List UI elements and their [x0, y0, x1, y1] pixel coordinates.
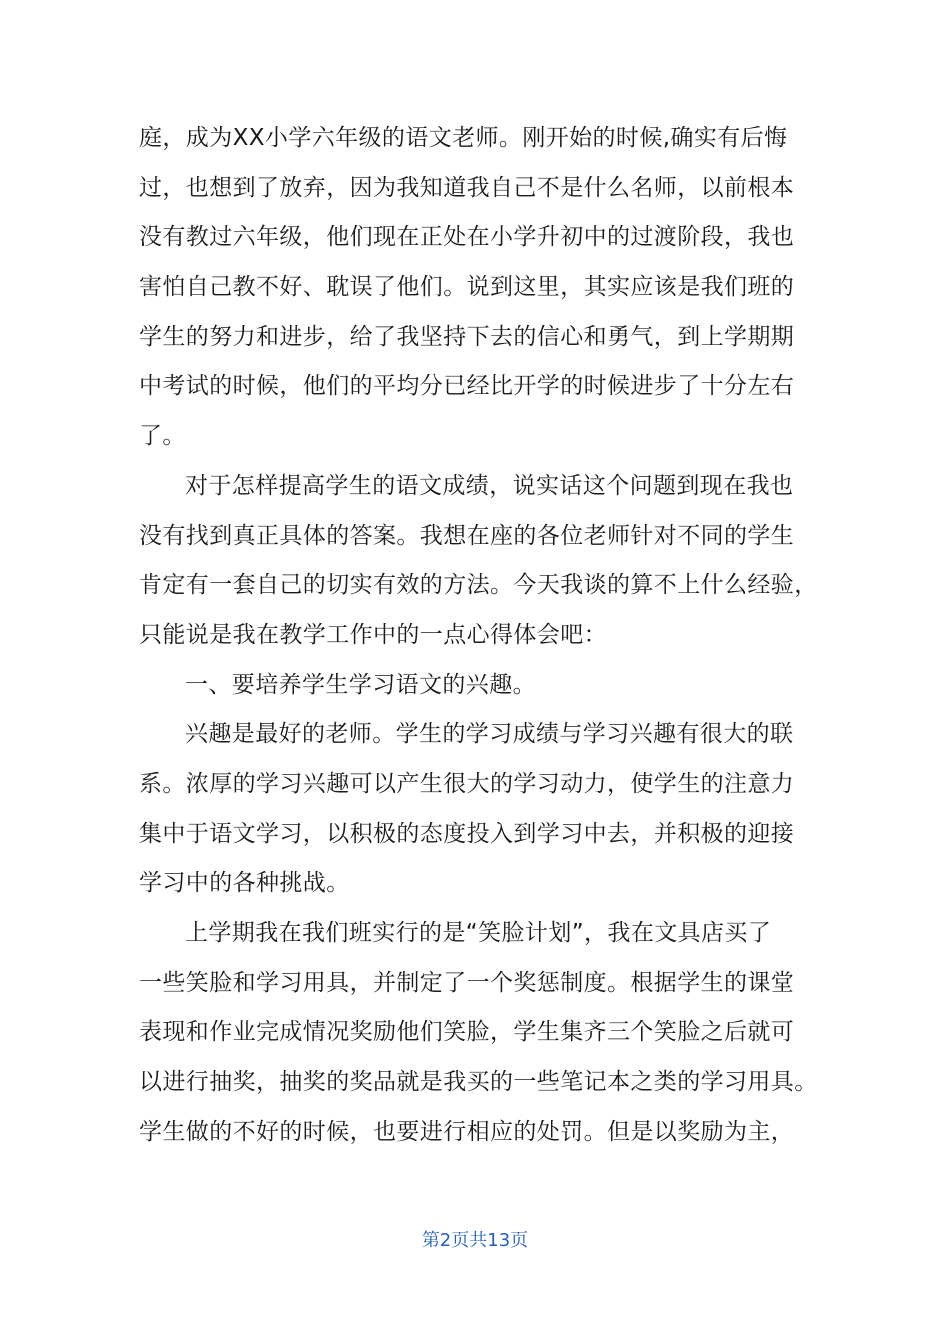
text-line: 学习中的各种挑战。 [139, 870, 350, 897]
section-heading: 一、要培养学生学习语文的兴趣。 [185, 671, 536, 698]
text-line: 过，也想到了放弃，因为我知道我自己不是什么名师，以前根本 [139, 174, 795, 201]
text-line: 学生的努力和进步，给了我坚持下去的信心和勇气，到上学期期 [139, 323, 795, 350]
text-line: 没有找到真正具体的答案。我想在座的各位老师针对不同的学生 [139, 522, 795, 549]
text-line: 没有教过六年级，他们现在正处在小学升初中的过渡阶段，我也 [139, 224, 795, 251]
text-line: 肯定有一套自己的切实有效的方法。今天我谈的算不上什么经验， [139, 572, 818, 599]
text-line: 以进行抽奖，抽奖的奖品就是我买的一些笔记本之类的学习用具。 [139, 1069, 818, 1096]
text-line: 中考试的时候，他们的平均分已经比开学的时候进步了十分左右 [139, 373, 795, 400]
text-line: 表现和作业完成情况奖励他们笑脸，学生集齐三个笑脸之后就可 [139, 1019, 795, 1046]
text-line: 庭，成为XX小学六年级的语文老师。刚开始的时候,确实有后悔 [139, 125, 788, 151]
text-line: 学生做的不好的时候，也要进行相应的处罚。但是以奖励为主， [139, 1118, 795, 1145]
text-line: 对于怎样提高学生的语文成绩，说实话这个问题到现在我也 [185, 472, 794, 499]
page-number-footer: 第2页共13页 [421, 1230, 529, 1251]
text-line: 一些笑脸和学习用具，并制定了一个奖惩制度。根据学生的课堂 [139, 969, 795, 996]
document-body [139, 114, 818, 1157]
text-line: 集中于语文学习，以积极的态度投入到学习中去，并积极的迎接 [139, 820, 795, 847]
text-line: 只能说是我在教学工作中的一点心得体会吧： [139, 621, 607, 648]
text-line: 害怕自己教不好、耽误了他们。说到这里，其实应该是我们班的 [139, 274, 795, 301]
text-line: 兴趣是最好的老师。学生的学习成绩与学习兴趣有很大的联 [185, 721, 794, 748]
text-line: 了。 [139, 423, 186, 450]
text-line: 上学期我在我们班实行的是“笑脸计划”，我在文具店买了 [185, 920, 772, 946]
text-line: 系。浓厚的学习兴趣可以产生很大的学习动力，使学生的注意力 [139, 770, 795, 797]
